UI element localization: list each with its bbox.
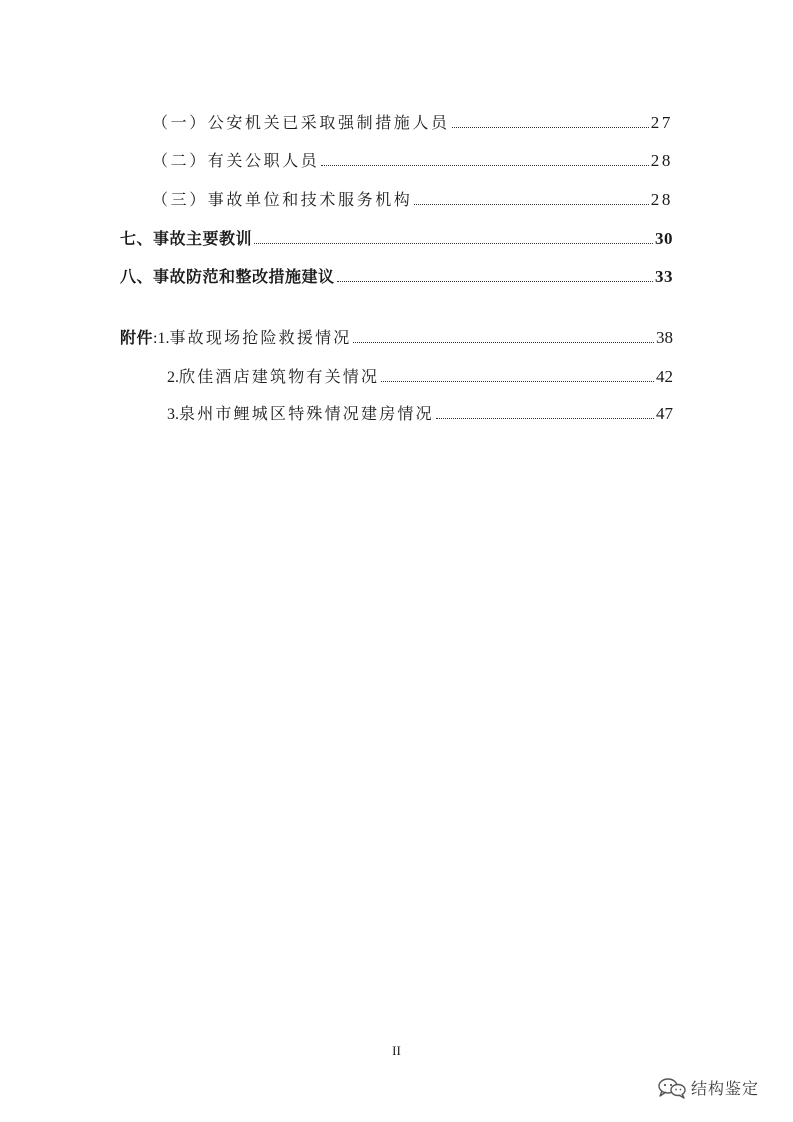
toc-leader-dots [414,204,648,205]
toc-entry-label: （二）有关公职人员 [152,151,320,170]
appendix-prefix: 附件 [120,328,154,347]
toc-page-number: 30 [655,229,673,248]
toc-appendix-1[interactable] [120,325,673,348]
appendix-item-number: 1. [157,330,170,347]
toc-page-number: 28 [650,190,673,209]
toc-entry-sub-2[interactable] [152,148,673,171]
toc-entry-section-7[interactable] [120,226,673,249]
toc-page-number: 47 [656,404,673,423]
toc-entry-label: （三）事故单位和技术服务机构 [152,190,413,209]
appendix-item-label: 欣佳酒店建筑物有关情况 [179,367,380,386]
appendix-item-number: 2. [167,369,179,386]
toc-leader-dots [337,281,653,282]
toc-appendix-3[interactable] [167,401,673,424]
toc-entry-label: 七、事故主要教训 [120,229,253,248]
page-number: II [392,1043,401,1058]
toc-appendix-2[interactable] [167,364,673,387]
toc-page-number: 28 [650,151,673,170]
appendix-item-label: 泉州市鲤城区特殊情况建房情况 [179,404,434,423]
toc-entry-label: （一）公安机关已采取强制措施人员 [152,113,450,132]
toc-leader-dots [321,165,648,166]
toc-leader-dots [436,418,654,419]
appendix-item-number: 3. [167,406,179,423]
toc-page-number: 33 [655,267,673,286]
toc-leader-dots [452,127,649,128]
toc-leader-dots [254,243,653,244]
toc-page-number: 42 [656,367,673,386]
watermark [657,1076,759,1099]
toc-page-number: 27 [650,113,673,132]
toc-entry-label: 八、事故防范和整改措施建议 [120,267,335,286]
toc-page-number: 38 [656,328,673,347]
toc-leader-dots [381,381,654,382]
appendix-colon: : [153,330,158,347]
chat-bubbles-icon [657,1077,687,1099]
toc-entry-section-8[interactable] [120,264,673,287]
appendix-item-label: 事故现场抢险救援情况 [169,328,352,347]
toc-leader-dots [353,342,654,343]
watermark-text: 结构鉴定 [691,1079,760,1098]
toc-entry-sub-3[interactable] [152,187,673,210]
toc-entry-sub-1[interactable] [152,110,673,133]
